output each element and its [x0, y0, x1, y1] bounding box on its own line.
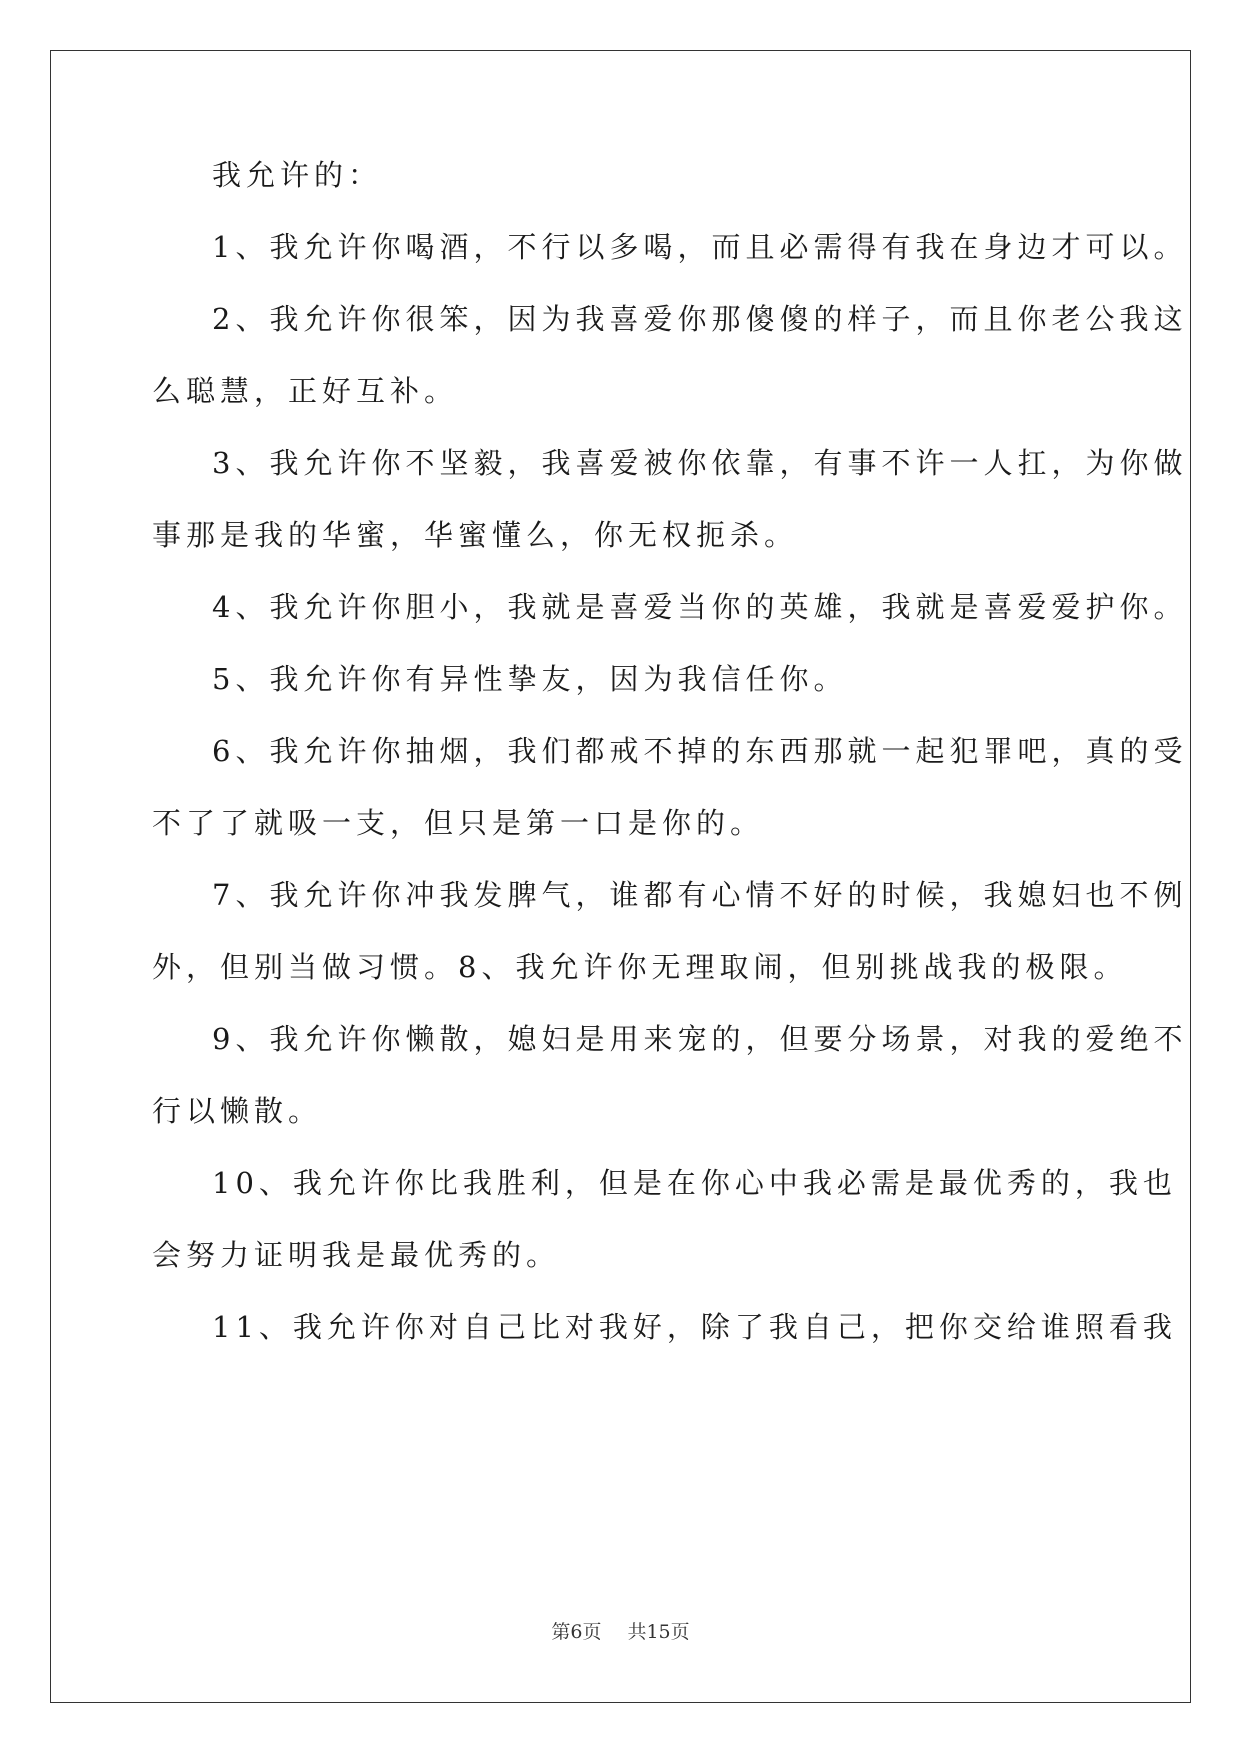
paragraph-line: 2、我允许你很笨，因为我喜爱你那傻傻的样子，而且你老公我这	[212, 302, 1188, 336]
paragraph-line: 6、我允许你抽烟，我们都戒不掉的东西那就一起犯罪吧，真的受	[212, 734, 1188, 768]
paragraph-line: 10、我允许你比我胜利，但是在你心中我必需是最优秀的，我也	[212, 1166, 1177, 1200]
paragraph-line: 4、我允许你胆小，我就是喜爱当你的英雄，我就是喜爱爱护你。	[212, 590, 1188, 624]
paragraph-line: 事那是我的华蜜，华蜜懂么，你无权扼杀。	[152, 518, 799, 552]
intro-line: 我允许的：	[212, 158, 383, 192]
paragraph-line: 会努力证明我是最优秀的。	[152, 1238, 561, 1272]
paragraph-line: 外，但别当做习惯。8、我允许你无理取闹，但别挑战我的极限。	[152, 950, 1128, 984]
paragraph-line: 7、我允许你冲我发脾气，谁都有心情不好的时候，我媳妇也不例	[212, 878, 1188, 912]
paragraph-line: 5、我允许你有异性挚友，因为我信任你。	[212, 662, 848, 696]
paragraph-line: 行以懒散。	[152, 1094, 323, 1128]
paragraph-line: 3、我允许你不坚毅，我喜爱被你依靠，有事不许一人扛，为你做	[212, 446, 1188, 480]
paragraph-line: 9、我允许你懒散，媳妇是用来宠的，但要分场景，对我的爱绝不	[212, 1022, 1188, 1056]
page-footer	[0, 1617, 1241, 1644]
page-number: 第6页	[551, 1621, 602, 1643]
page-total: 共15页	[627, 1621, 690, 1643]
paragraph-line: 1、我允许你喝酒，不行以多喝，而且必需得有我在身边才可以。	[212, 230, 1188, 264]
paragraph-line: 11、我允许你对自己比对我好，除了我自己，把你交给谁照看我	[212, 1310, 1177, 1344]
paragraph-line: 不了了就吸一支，但只是第一口是你的。	[152, 806, 765, 840]
paragraph-line: 么聪慧，正好互补。	[152, 374, 459, 408]
